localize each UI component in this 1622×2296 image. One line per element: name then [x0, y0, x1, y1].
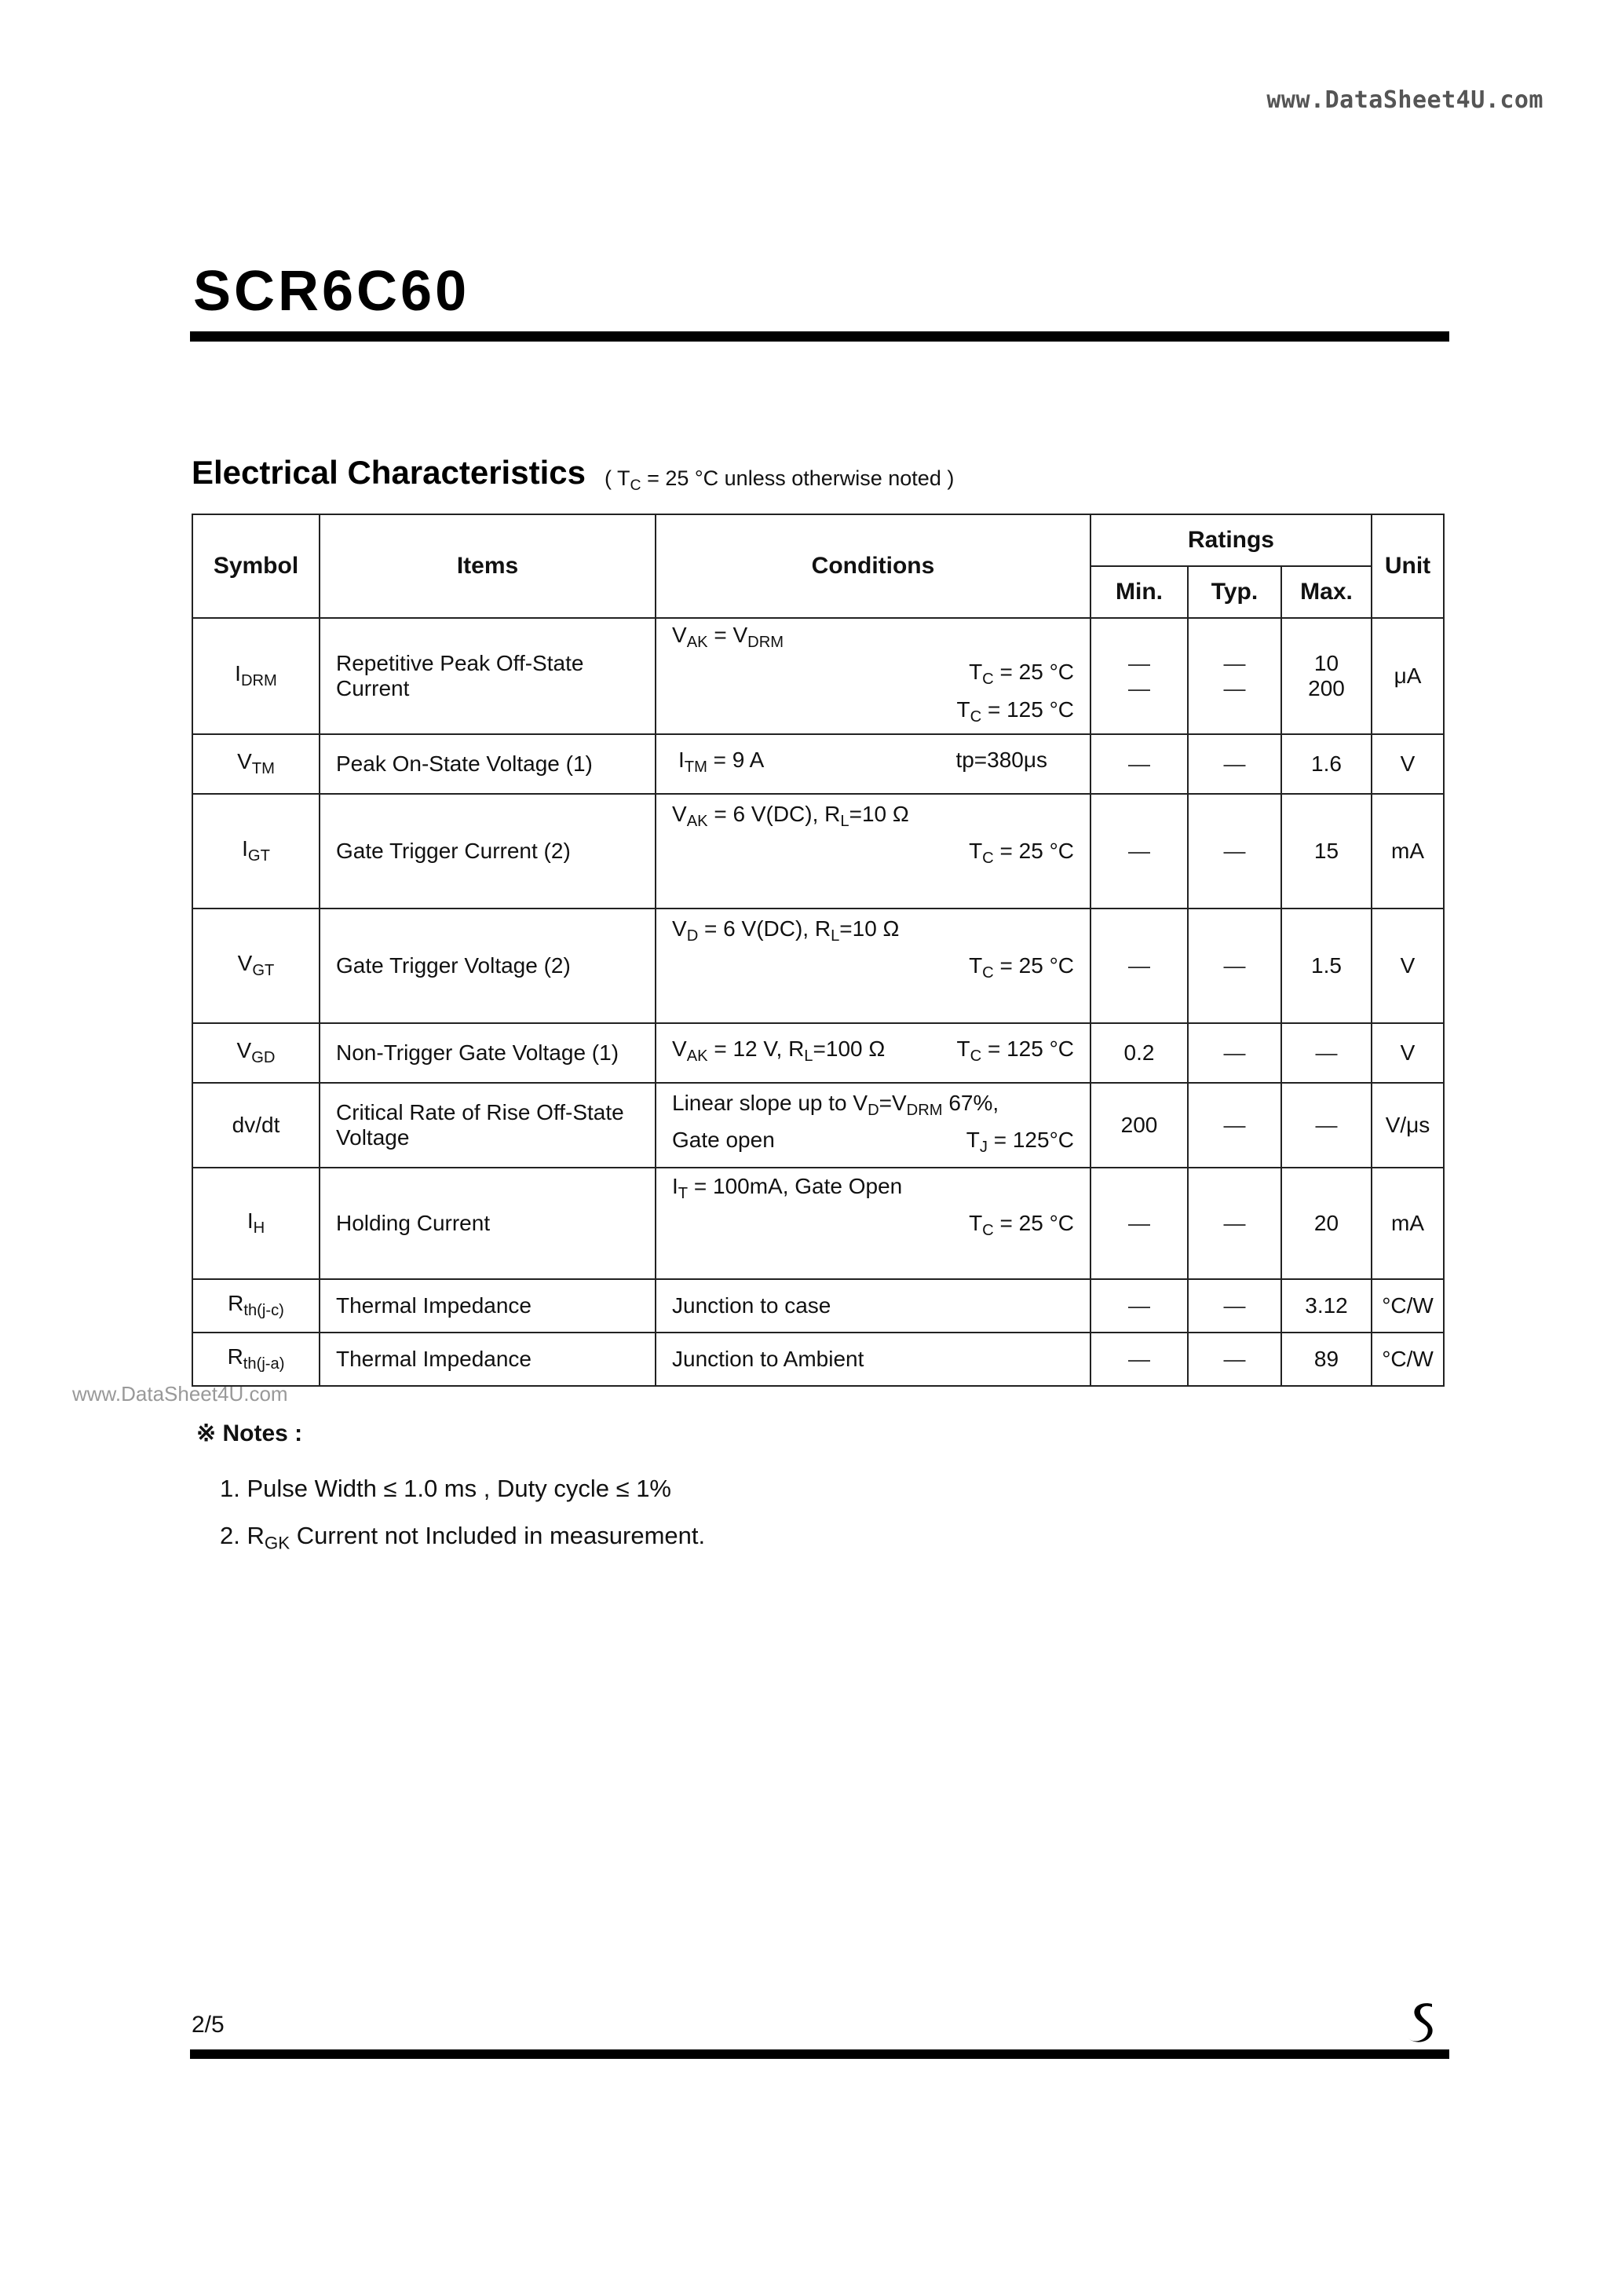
- electrical-characteristics-table: [192, 514, 1445, 1387]
- header-min: Min.: [1090, 566, 1188, 618]
- table-row: [192, 1279, 1444, 1333]
- conditions-cell: $V_{AK} = V_{DRM}$ $T_C = 25$ °C $T_C = 125$ °C: [656, 618, 1090, 734]
- note-2: 2. $R_{GK}$ Current not Included in measurement.: [220, 1522, 706, 1553]
- conditions-cell: Junction to Ambient: [656, 1333, 1090, 1386]
- item-cell: Repetitive Peak Off-State Current: [320, 618, 656, 734]
- conditions-cell: $V_{AK} = 12$ V, $R_L=100$ Ω $T_C = 125$ °C: [656, 1023, 1090, 1083]
- min-cell: 200: [1090, 1083, 1188, 1168]
- table-row: [192, 618, 1444, 734]
- conditions-cell: $V_D = 6$ V(DC), $R_L=10$ Ω $T_C = 25$ °C: [656, 909, 1090, 1023]
- typ-cell: —: [1188, 1333, 1281, 1386]
- table-row: [192, 1333, 1444, 1386]
- conditions-cell: Linear slope up to $V_D=V_{DRM}$ 67%, Gate open $T_J = 125^\circ C$: [656, 1083, 1090, 1168]
- conditions-cell: $V_{AK} = 6$ V(DC), $R_L=10$ Ω $T_C = 25$ °C: [656, 794, 1090, 909]
- max-cell: 1.5: [1281, 909, 1372, 1023]
- typ-cell: —: [1188, 909, 1281, 1023]
- symbol-cell: $I_{DRM}$: [192, 618, 320, 734]
- max-cell: 89: [1281, 1333, 1372, 1386]
- section-condition-note: ( $T_C = 25$ °C unless otherwise noted ): [605, 466, 955, 494]
- unit-cell: mA: [1372, 1168, 1444, 1279]
- page-number: 2/5: [192, 2012, 225, 2038]
- faint-watermark: www.DataSheet4U.com: [72, 1382, 288, 1406]
- header-items: Items: [320, 514, 656, 618]
- table-row: [192, 1023, 1444, 1083]
- item-cell: Gate Trigger Voltage (2): [320, 909, 656, 1023]
- header-rule: [190, 331, 1449, 342]
- max-cell: 10 200: [1281, 618, 1372, 734]
- symbol-cell: $R_{th(j-c)}$: [192, 1279, 320, 1333]
- symbol-cell: $V_{GT}$: [192, 909, 320, 1023]
- unit-cell: μA: [1372, 618, 1444, 734]
- watermark-url: www.DataSheet4U.com: [1266, 86, 1543, 114]
- unit-cell: V: [1372, 734, 1444, 794]
- max-cell: —: [1281, 1023, 1372, 1083]
- conditions-cell: $I_T = 100mA$, Gate Open $T_C = 25$ °C: [656, 1168, 1090, 1279]
- typ-cell: —: [1188, 734, 1281, 794]
- table-row: [192, 794, 1444, 909]
- footer-rule: [190, 2049, 1449, 2059]
- section-title: Electrical Characteristics: [192, 454, 586, 491]
- symbol-cell: dv/dt: [192, 1083, 320, 1168]
- min-cell: —: [1090, 1333, 1188, 1386]
- symbol-cell: $V_{TM}$: [192, 734, 320, 794]
- typ-cell: —: [1188, 794, 1281, 909]
- header-conditions: Conditions: [656, 514, 1090, 618]
- min-cell: —: [1090, 909, 1188, 1023]
- typ-cell: —: [1188, 1168, 1281, 1279]
- max-cell: 15: [1281, 794, 1372, 909]
- notes-heading: ※ Notes :: [196, 1420, 303, 1446]
- max-cell: 1.6: [1281, 734, 1372, 794]
- unit-cell: °C/W: [1372, 1279, 1444, 1333]
- header-unit: Unit: [1372, 514, 1444, 618]
- table-row: [192, 909, 1444, 1023]
- typ-cell: —: [1188, 1023, 1281, 1083]
- item-cell: Thermal Impedance: [320, 1279, 656, 1333]
- item-cell: Peak On-State Voltage (1): [320, 734, 656, 794]
- max-cell: —: [1281, 1083, 1372, 1168]
- unit-cell: V: [1372, 909, 1444, 1023]
- min-cell: —: [1090, 1168, 1188, 1279]
- min-cell: — —: [1090, 618, 1188, 734]
- item-cell: Gate Trigger Current (2): [320, 794, 656, 909]
- header-ratings: Ratings: [1090, 514, 1372, 566]
- min-cell: —: [1090, 1279, 1188, 1333]
- item-cell: Holding Current: [320, 1168, 656, 1279]
- part-number-title: SCR6C60: [193, 260, 470, 323]
- min-cell: —: [1090, 794, 1188, 909]
- conditions-cell: $I_{TM} = 9$ A tp=380μs: [656, 734, 1090, 794]
- item-cell: Non-Trigger Gate Voltage (1): [320, 1023, 656, 1083]
- table-row: [192, 1168, 1444, 1279]
- company-logo-icon: [1404, 1999, 1440, 2046]
- header-typ: Typ.: [1188, 566, 1281, 618]
- max-cell: 20: [1281, 1168, 1372, 1279]
- typ-cell: —: [1188, 1083, 1281, 1168]
- symbol-cell: $I_H$: [192, 1168, 320, 1279]
- symbol-cell: $I_{GT}$: [192, 794, 320, 909]
- table-row: [192, 1083, 1444, 1168]
- header-symbol: Symbol: [192, 514, 320, 618]
- unit-cell: mA: [1372, 794, 1444, 909]
- symbol-cell: $V_{GD}$: [192, 1023, 320, 1083]
- item-cell: Critical Rate of Rise Off-State Voltage: [320, 1083, 656, 1168]
- typ-cell: —: [1188, 1279, 1281, 1333]
- unit-cell: °C/W: [1372, 1333, 1444, 1386]
- conditions-cell: Junction to case: [656, 1279, 1090, 1333]
- typ-cell: — —: [1188, 618, 1281, 734]
- min-cell: —: [1090, 734, 1188, 794]
- item-cell: Thermal Impedance: [320, 1333, 656, 1386]
- min-cell: 0.2: [1090, 1023, 1188, 1083]
- max-cell: 3.12: [1281, 1279, 1372, 1333]
- symbol-cell: $R_{th(j-a)}$: [192, 1333, 320, 1386]
- unit-cell: V/μs: [1372, 1083, 1444, 1168]
- header-max: Max.: [1281, 566, 1372, 618]
- unit-cell: V: [1372, 1023, 1444, 1083]
- note-1: 1. Pulse Width ≤ 1.0 ms , Duty cycle ≤ 1%: [220, 1475, 671, 1502]
- table-row: [192, 734, 1444, 794]
